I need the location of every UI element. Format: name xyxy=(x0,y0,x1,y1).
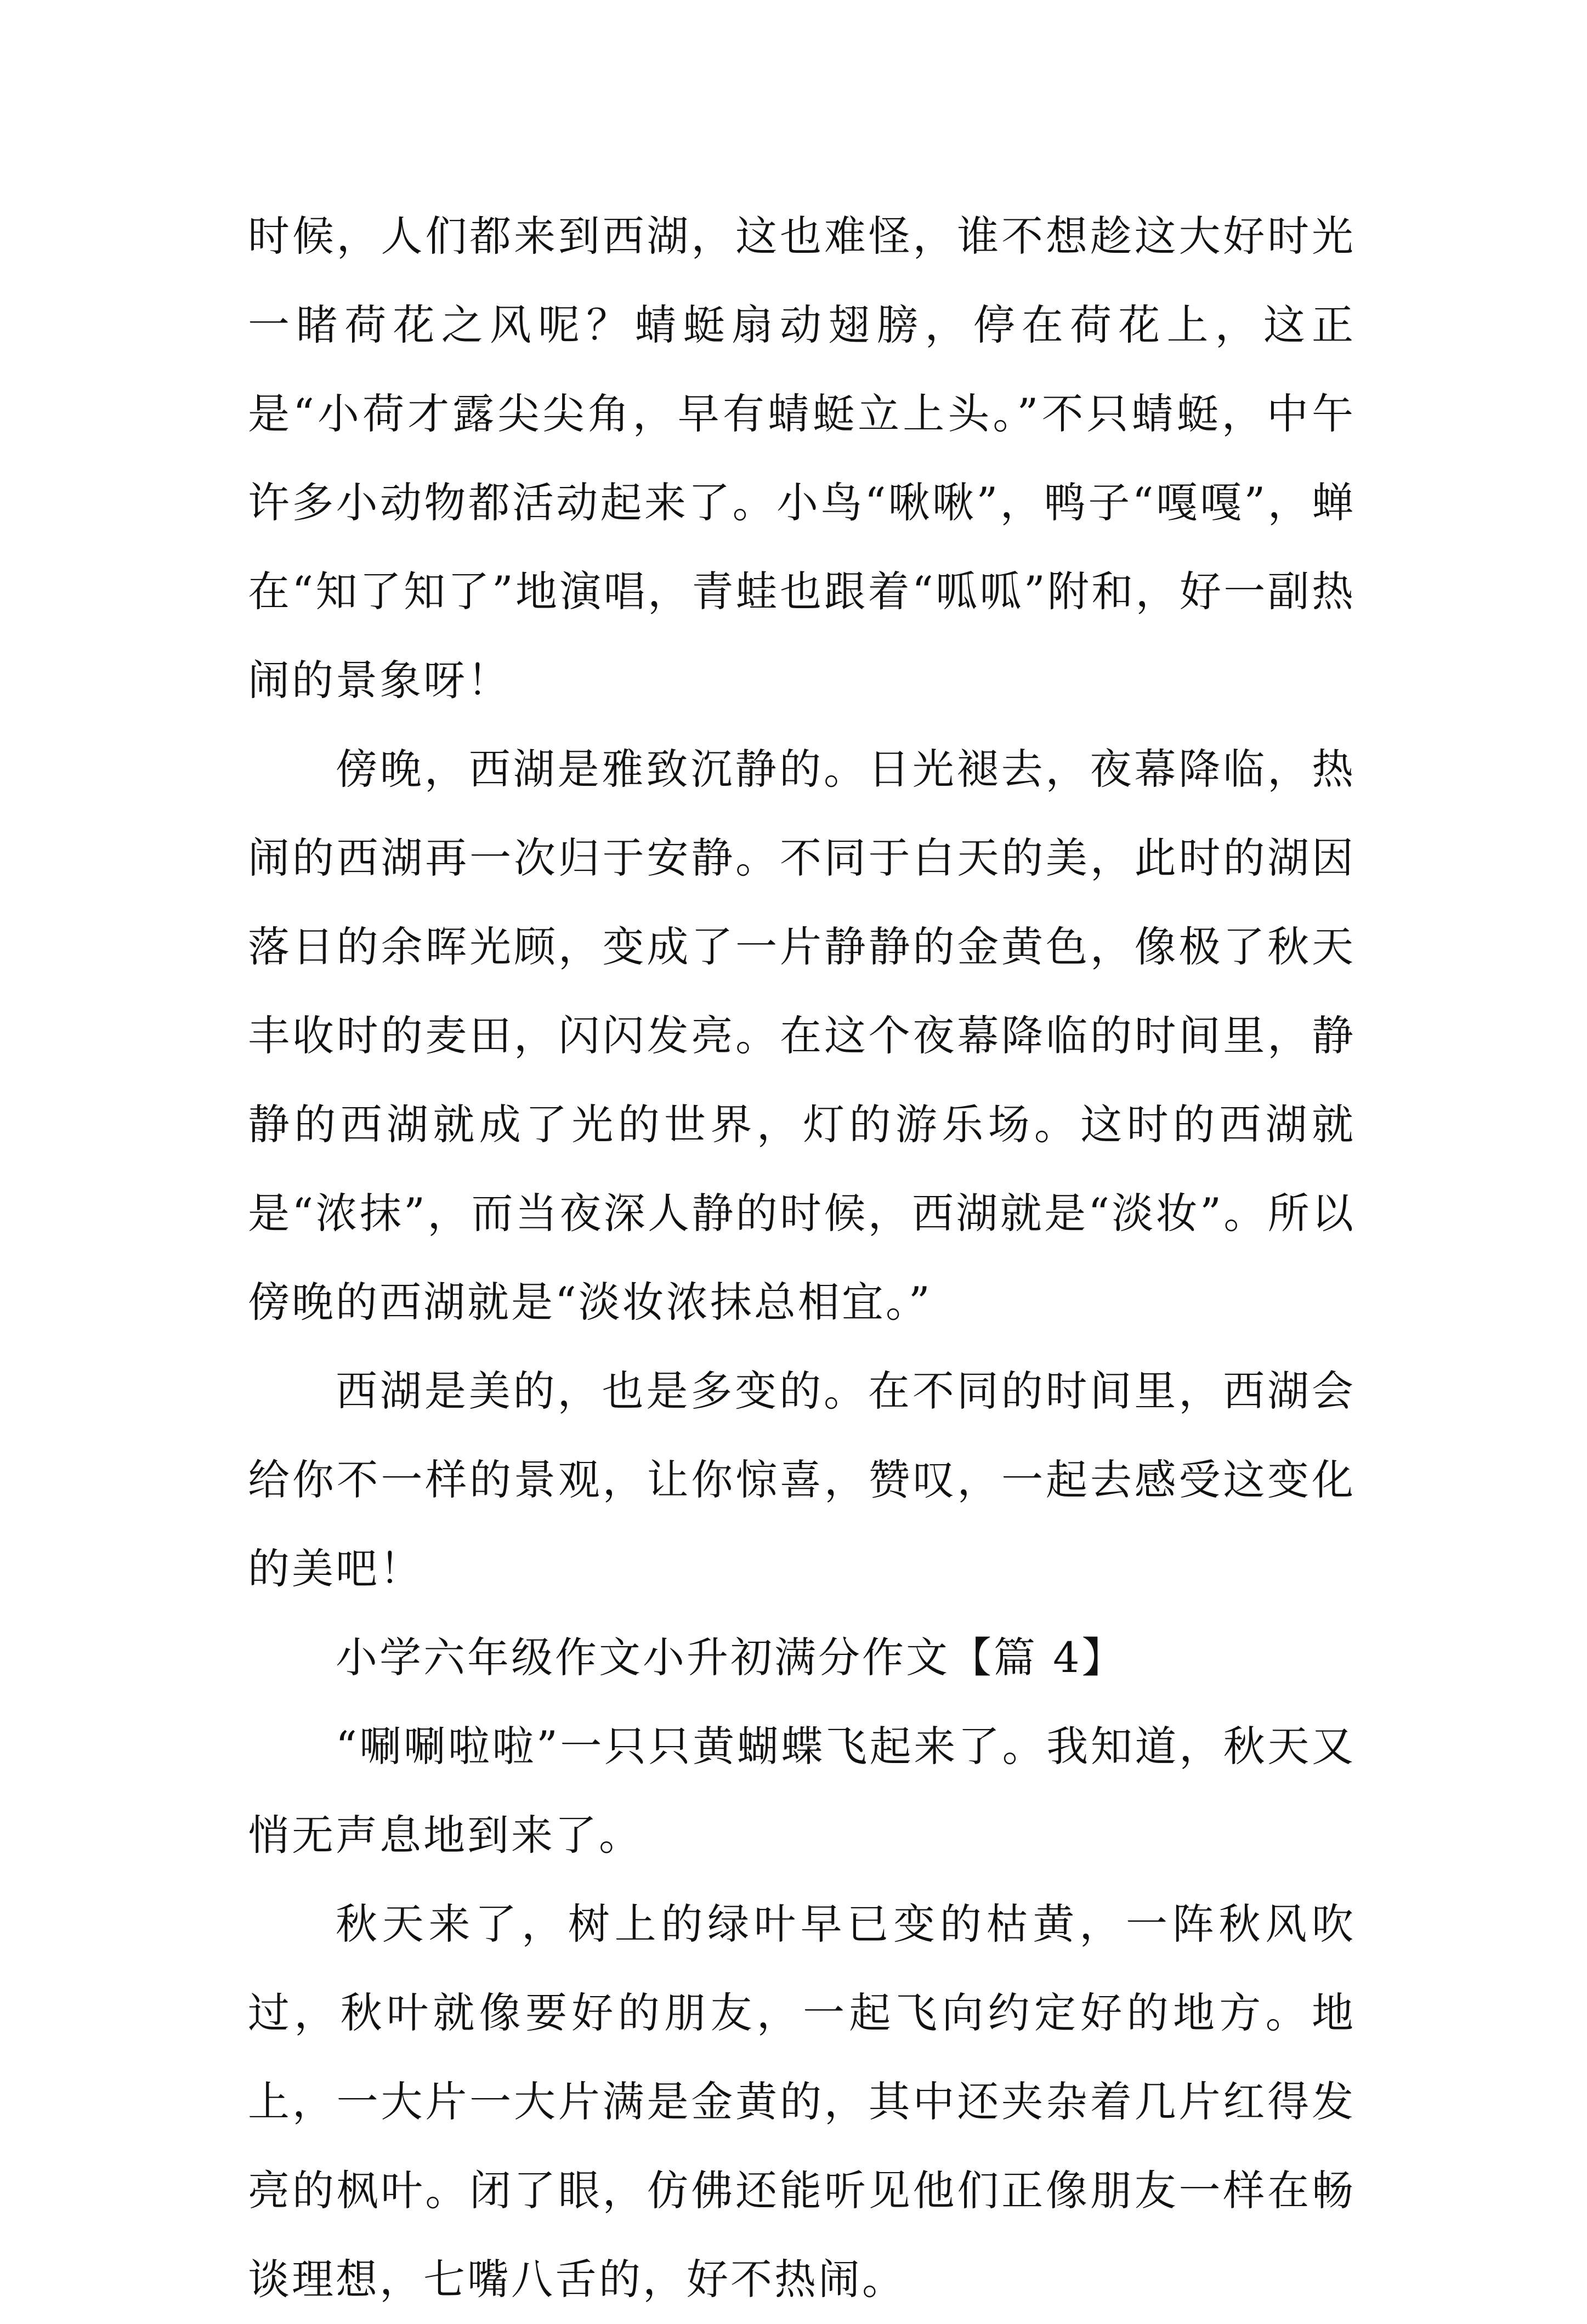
paragraph-autumn-leaves: 秋天来了，树上的绿叶早已变的枯黄，一阵秋风吹过，秋叶就像要好的朋友，一起飞向约定好的地方。地上，一大片一大片满是金黄的，其中还夹杂着几片红得发亮的枫叶。闭了眼，仿佛还能听见他们正像朋友一样在畅谈理想，七嘴八舌的，好不热闹。 xyxy=(248,1900,1356,2304)
document-body xyxy=(248,192,1356,2324)
paragraph-conclusion: 西湖是美的，也是多变的。在不同的时间里，西湖会给你不一样的景观，让你惊喜，赞叹，一起去感受这变化的美吧！ xyxy=(248,1367,1356,1593)
paragraph-evening: 傍晚，西湖是雅致沉静的。日光褪去，夜幕降临，热闹的西湖再一次归于安静。不同于白天的美，此时的湖因落日的余晖光顾，变成了一片静静的金黄色，像极了秋天丰收时的麦田，闪闪发亮。在这个夜幕降临的时间里，静静的西湖就成了光的世界，灯的游乐场。这时的西湖就是“浓抹”，而当夜深人静的时候，西湖就是“淡妆”。所以傍晚的西湖就是“淡妆浓抹总相宜。” xyxy=(248,745,1356,1327)
paragraph-butterflies: “唰唰啦啦”一只只黄蝴蝶飞起来了。我知道，秋天又悄无声息地到来了。 xyxy=(248,1722,1356,1860)
section-heading: 小学六年级作文小升初满分作文【篇 4】 xyxy=(336,1633,1126,1682)
paragraph-summer-noon: 时候，人们都来到西湖，这也难怪，谁不想趁这大好时光一睹荷花之风呢？蜻蜓扇动翅膀，停在荷花上，这正是“小荷才露尖尖角，早有蜻蜓立上头。”不只蜻蜓，中午许多小动物都活动起来了。小鸟“啾啾”，鸭子“嘎嘎”，蝉在“知了知了”地演唱，青蛙也跟着“呱呱”附和，好一副热闹的景象呀！ xyxy=(248,212,1356,705)
